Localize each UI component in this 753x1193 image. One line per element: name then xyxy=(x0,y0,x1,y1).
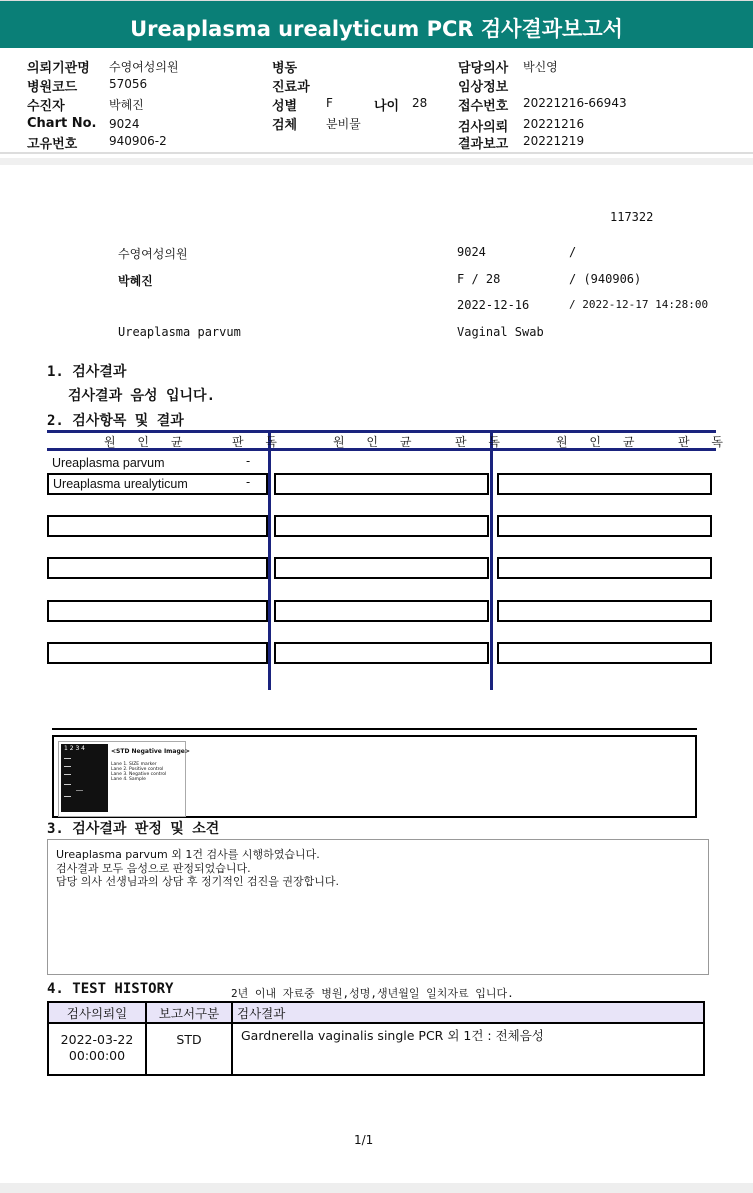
gel-lane-numbers: 1 2 3 4 xyxy=(64,745,85,752)
empty-cell xyxy=(274,642,489,664)
page-number: 1/1 xyxy=(354,1133,374,1147)
hospcode-label: 병원코드 xyxy=(27,80,78,95)
section4-title: 4. TEST HISTORY xyxy=(47,981,174,997)
doctor-value: 박신영 xyxy=(523,60,558,74)
summary-specimen: Vaginal Swab xyxy=(457,325,544,339)
receipt-label: 접수번호 xyxy=(458,99,509,114)
history-header: 검사의뢰일 xyxy=(48,1002,146,1023)
row2-result: - xyxy=(246,475,251,489)
hospcode-value: 57056 xyxy=(109,77,148,91)
summary-code: 117322 xyxy=(610,210,654,224)
col-result-3: 판 독 xyxy=(678,435,732,449)
history-result: Gardnerella vaginalis single PCR 외 1건 : 전체음성 xyxy=(232,1023,704,1075)
gel-band xyxy=(64,784,71,785)
empty-cell xyxy=(274,515,489,537)
empty-cell xyxy=(497,642,712,664)
history-table xyxy=(47,1001,705,1076)
empty-cell xyxy=(497,557,712,579)
gel-rule xyxy=(52,728,697,730)
specimen-value: 분비물 xyxy=(326,117,361,131)
section3-title: 3. 검사결과 판정 및 소견 xyxy=(47,821,220,837)
summary-sex-age: F / 28 xyxy=(457,272,501,286)
col-result-2: 판 독 xyxy=(455,435,509,449)
summary-birth: / (940906) xyxy=(569,272,642,286)
table-divider-2 xyxy=(490,430,493,690)
history-date-cell xyxy=(48,1023,146,1075)
empty-cell xyxy=(274,557,489,579)
sex-value: F xyxy=(326,96,333,110)
remarks-box xyxy=(47,839,709,975)
summary-slash: / xyxy=(569,245,577,259)
gel-photo xyxy=(61,744,108,812)
summary-hospital: 수영여성의원 xyxy=(118,247,188,261)
empty-cell xyxy=(497,473,712,495)
divider xyxy=(0,152,753,154)
ward-label: 병동 xyxy=(272,61,298,76)
history-time: 00:00:00 xyxy=(68,1048,126,1063)
summary-test: Ureaplasma parvum xyxy=(118,325,241,339)
empty-cell xyxy=(497,600,712,622)
result-cell xyxy=(47,473,268,495)
specimen-label: 검체 xyxy=(272,118,298,133)
page-gap xyxy=(0,158,753,165)
gel-legend-4: Lane 4. Sample xyxy=(111,777,146,782)
col-result-1: 판 독 xyxy=(232,435,286,449)
patient-value: 박혜진 xyxy=(109,98,144,112)
gel-legend-1: Lane 1. SIZE marker xyxy=(111,762,157,767)
gel-legend-2: Lane 2. Positive control xyxy=(111,767,164,772)
history-type: STD xyxy=(146,1023,232,1075)
hospital-value: 수영여성의원 xyxy=(109,60,179,74)
gel-band xyxy=(76,790,83,791)
history-header: 검사결과 xyxy=(232,1002,704,1023)
receipt-value: 20221216-66943 xyxy=(523,96,627,110)
report-label: 결과보고 xyxy=(458,137,509,152)
age-value: 28 xyxy=(412,96,428,110)
gel-band xyxy=(64,766,71,767)
remark-line: Ureaplasma parvum 외 1건 검사를 시행하였습니다. xyxy=(56,848,320,861)
patient-label: 수진자 xyxy=(27,99,65,114)
col-pathogen-3: 원 인 균 xyxy=(556,435,644,449)
request-label: 검사의뢰 xyxy=(458,120,509,135)
empty-cell xyxy=(47,557,268,579)
id-value: 940906-2 xyxy=(109,134,167,148)
dept-label: 진료과 xyxy=(272,80,310,95)
empty-cell xyxy=(47,642,268,664)
gel-legend-3: Lane 3. Negative control xyxy=(111,772,167,777)
table-divider-1 xyxy=(268,430,271,690)
report-value: 20221219 xyxy=(523,134,585,148)
doctor-label: 담당의사 xyxy=(458,61,509,76)
section4-note: 2년 이내 자료중 병원,성명,생년월일 일치자료 입니다. xyxy=(231,987,514,1000)
gel-band xyxy=(64,774,71,775)
summary-request-date: 2022-12-16 xyxy=(457,298,530,312)
col-pathogen-2: 원 인 균 xyxy=(333,435,421,449)
section1-text: 검사결과 음성 입니다. xyxy=(68,388,216,404)
summary-report-date: / 2022-12-17 14:28:00 xyxy=(569,298,709,311)
chart-value: 9024 xyxy=(109,117,140,131)
remark-line: 담당 의사 선생님과의 상담 후 정기적인 검진을 권장합니다. xyxy=(56,875,339,888)
summary-patient: 박혜진 xyxy=(118,274,153,288)
empty-cell xyxy=(47,515,268,537)
section2-title: 2. 검사항목 및 결과 xyxy=(47,413,184,429)
gel-image-box xyxy=(52,735,697,818)
empty-cell xyxy=(274,600,489,622)
gel-band xyxy=(64,758,71,759)
summary-chart: 9024 xyxy=(457,245,486,259)
chart-label: Chart No. xyxy=(27,116,97,131)
empty-cell xyxy=(274,473,489,495)
empty-cell xyxy=(497,515,712,537)
gel-title: <STD Negative Image> xyxy=(111,748,190,755)
gel-band xyxy=(64,796,71,797)
gel-image xyxy=(58,741,190,817)
age-label: 나이 xyxy=(374,99,400,114)
row1-name: Ureaplasma parvum xyxy=(52,456,165,470)
id-label: 고유번호 xyxy=(27,137,78,152)
history-date: 2022-03-22 xyxy=(60,1032,134,1047)
history-header: 보고서구분 xyxy=(146,1002,232,1023)
history-row xyxy=(48,1023,704,1075)
hospital-label: 의뢰기관명 xyxy=(27,61,90,76)
row1-result: - xyxy=(246,454,251,468)
clinical-label: 임상정보 xyxy=(458,80,509,95)
sex-label: 성별 xyxy=(272,99,298,114)
page-bottom xyxy=(0,1183,753,1193)
col-pathogen-1: 원 인 균 xyxy=(104,435,192,449)
section1-title: 1. 검사결과 xyxy=(47,364,127,380)
report-title: Ureaplasma urealyticum PCR 검사결과보고서 xyxy=(0,0,753,48)
remark-line: 검사결과 모두 음성으로 판정되었습니다. xyxy=(56,861,251,875)
request-value: 20221216 xyxy=(523,117,585,131)
empty-cell xyxy=(47,600,268,622)
row2-name: Ureaplasma urealyticum xyxy=(53,477,188,491)
